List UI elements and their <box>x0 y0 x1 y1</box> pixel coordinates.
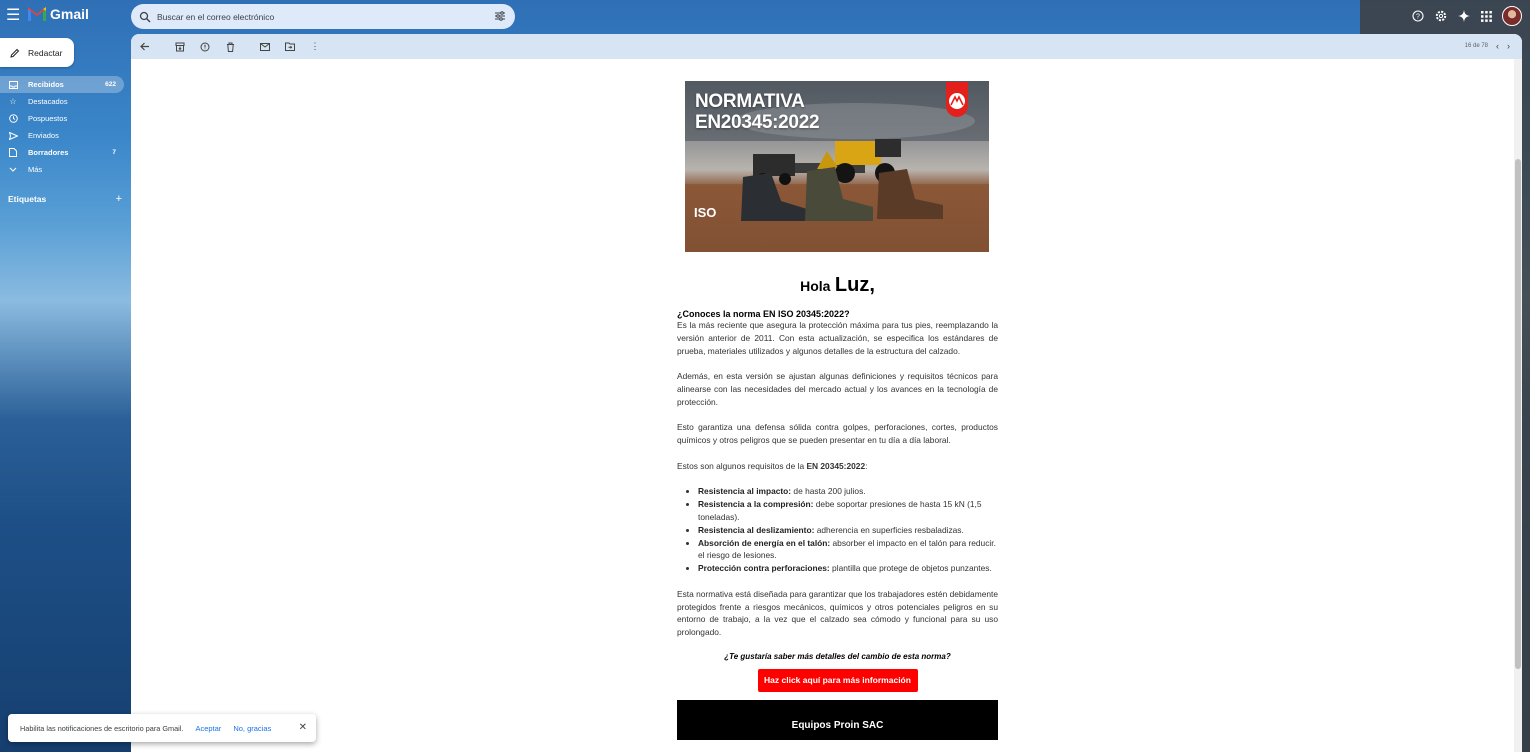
clock-icon <box>8 114 18 124</box>
message-toolbar <box>131 34 1522 59</box>
requirements-list <box>698 485 998 575</box>
list-item <box>698 498 998 524</box>
list-item <box>698 485 998 498</box>
report-spam-icon[interactable] <box>199 41 211 53</box>
requirement-title: Absorción de energía en el talón: <box>698 537 831 548</box>
labels-section <box>8 193 122 205</box>
compose-button[interactable] <box>0 38 74 67</box>
paragraph-1: Es la más reciente que asegura la protección máxima para tus pies, reemplazando la versión anterior de 2011. Con esta actualización, se especifica los estándares de prueba, materiales utilizados y algunos detalles de la estructura del calzado. <box>677 320 998 356</box>
p4-standard: EN 20345:2022 <box>806 460 866 471</box>
search-icon[interactable] <box>139 11 151 23</box>
back-arrow-icon[interactable] <box>139 41 151 53</box>
move-to-icon[interactable] <box>284 41 296 53</box>
hero-title-line2: EN20345:2022 <box>695 112 820 133</box>
top-bar <box>0 0 1530 34</box>
gemini-sparkle-icon[interactable] <box>1456 9 1471 24</box>
pager-text: 16 de 78 <box>1464 43 1488 49</box>
more-vert-icon[interactable]: ⋮ <box>310 41 320 51</box>
add-label-icon[interactable]: + <box>115 193 122 205</box>
p4-suffix: : <box>865 460 868 471</box>
greeting <box>677 274 998 297</box>
list-item <box>698 562 998 575</box>
requirement-title: Resistencia a la compresión: <box>698 499 814 510</box>
paragraph-3: Esto garantiza una defensa sólida contra golpes, perforaciones, cortes, productos químicos y otros peligros que se pueden presentar en tu día a día laboral. <box>677 422 998 446</box>
requirement-title: Resistencia al impacto: <box>698 486 792 497</box>
requirement-title: Resistencia al deslizamiento: <box>698 524 815 535</box>
accept-button[interactable]: Aceptar <box>195 723 222 733</box>
gmail-logo[interactable] <box>28 6 89 22</box>
delete-icon[interactable] <box>224 41 236 53</box>
pencil-icon <box>10 48 20 58</box>
hero-banner-image <box>685 81 989 252</box>
sidebar-item-snoozed[interactable] <box>0 110 124 127</box>
drafts-count: 7 <box>112 149 116 156</box>
list-item <box>698 537 998 563</box>
greeting-name: Luz, <box>834 274 875 296</box>
toast-message: Habilita las notificaciones de escritorio para Gmail. <box>20 723 184 733</box>
star-icon: ☆ <box>9 97 17 106</box>
search-bar[interactable] <box>131 4 515 29</box>
list-item <box>698 524 998 537</box>
message-panel <box>131 34 1522 752</box>
pagination <box>1465 41 1510 51</box>
hero-title-line1: NORMATIVA <box>695 91 805 112</box>
requirement-text: debe soportar presiones de hasta 15 kN (1,5 toneladas). <box>698 499 982 522</box>
chevron-down-icon <box>8 165 18 175</box>
archive-icon[interactable] <box>174 41 186 53</box>
hero-title <box>695 91 819 133</box>
inbox-icon <box>8 80 18 90</box>
sidebar-item-inbox[interactable] <box>0 76 124 93</box>
more-info-button[interactable]: Haz click aquí para más información <box>758 669 918 692</box>
send-icon <box>8 131 18 141</box>
mark-unread-icon[interactable] <box>259 41 271 53</box>
scrollbar[interactable] <box>1514 59 1522 752</box>
help-icon[interactable] <box>1410 9 1425 24</box>
account-avatar[interactable] <box>1502 6 1522 26</box>
svg-text:?: ? <box>1415 13 1420 21</box>
email-body <box>677 81 998 740</box>
search-input[interactable] <box>157 12 477 22</box>
sidebar-item-label: Destacados <box>28 97 68 106</box>
desktop-notifications-toast <box>8 714 316 742</box>
compose-label: Redactar <box>28 47 63 58</box>
sidebar-item-label: Más <box>28 165 43 174</box>
sidebar-item-starred[interactable] <box>0 93 124 110</box>
sidebar-item-label: Borradores <box>28 148 69 157</box>
draft-icon <box>8 148 18 158</box>
main-menu-icon[interactable]: ☰ <box>6 7 21 24</box>
p4-prefix: Estos son algunos requisitos de la <box>677 460 807 471</box>
proin-logo-icon <box>946 82 968 117</box>
sidebar-item-label: Enviados <box>28 131 59 140</box>
top-right-icons <box>1410 6 1522 26</box>
inbox-count: 622 <box>105 81 116 88</box>
requirement-text: de hasta 200 julios. <box>791 486 866 497</box>
requirement-title: Protección contra perforaciones: <box>698 563 830 574</box>
sidebar-item-label: Recibidos <box>28 80 64 89</box>
labels-heading: Etiquetas <box>8 194 47 204</box>
sidebar-item-sent[interactable] <box>0 127 124 144</box>
app-name: Gmail <box>50 6 89 22</box>
older-chevron-right-icon[interactable]: › <box>1507 41 1510 51</box>
footer-company: Equipos Proin SAC <box>677 700 998 740</box>
sidebar-nav <box>0 76 124 178</box>
decline-button[interactable]: No, gracias <box>233 723 272 733</box>
proin-brand-badge <box>946 82 968 117</box>
requirement-text: plantilla que protege de objetos punzantes. <box>829 563 992 574</box>
settings-gear-icon[interactable] <box>1433 9 1448 24</box>
intro-question: ¿Conoces la norma EN ISO 20345:2022? <box>677 309 850 319</box>
close-icon[interactable]: ✕ <box>298 722 307 733</box>
newer-chevron-left-icon[interactable]: ‹ <box>1496 41 1499 51</box>
apps-grid-icon[interactable] <box>1479 9 1494 24</box>
requirement-text: adherencia en superficies resbaladizas. <box>814 524 964 535</box>
sidebar-item-more[interactable] <box>0 161 124 178</box>
scrollbar-thumb[interactable] <box>1515 159 1521 669</box>
paragraph-2: Además, en esta versión se ajustan algunas definiciones y requisitos técnicos para alinearse con las necesidades del mercado actual y los avances en la tecnología de protección. <box>677 371 998 407</box>
cta-question: ¿Te gustaría saber más detalles del cambio de esta norma? <box>724 651 951 661</box>
paragraph-4 <box>677 460 998 473</box>
sidebar-item-drafts[interactable] <box>0 144 124 161</box>
paragraph-5: Esta normativa está diseñada para garantizar que los trabajadores estén debidamente protegidos frente a riesgos mecánicos, químicos y otros potenciales peligros en su entorno de trabajo, a la vez que el calzado sea cómodo y funcional para su uso prolongado. <box>677 588 998 638</box>
gmail-m-icon <box>28 7 46 21</box>
search-options-icon[interactable] <box>494 10 506 22</box>
requirement-text: absorber el impacto en el talón para reducir. el riesgo de lesiones. <box>698 537 996 561</box>
iso-logo: ISO <box>694 205 717 220</box>
sidebar-item-label: Pospuestos <box>28 114 68 123</box>
greeting-hola: Hola <box>800 278 831 294</box>
